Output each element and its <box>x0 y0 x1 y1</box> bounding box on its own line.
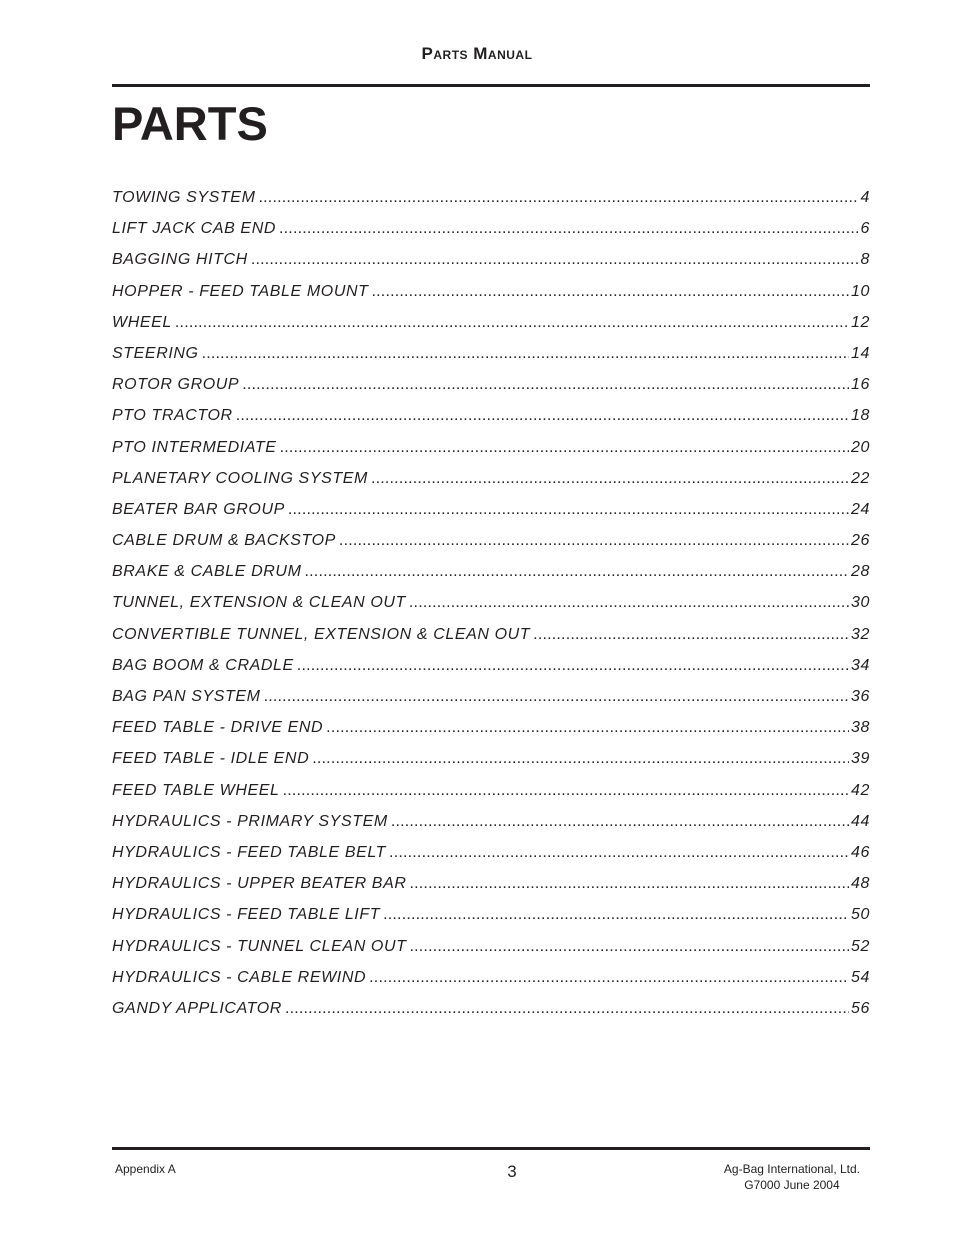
toc-entry-label: PTO INTERMEDIATE <box>112 438 277 456</box>
toc-dot-leader <box>288 501 849 519</box>
toc-entry-page: 50 <box>851 906 870 924</box>
toc-entry-label: HYDRAULICS - FEED TABLE LIFT <box>112 906 381 924</box>
footer-rule <box>112 1147 870 1150</box>
toc-entry[interactable] <box>112 719 870 750</box>
toc-dot-leader <box>372 283 849 301</box>
toc-entry[interactable] <box>112 969 870 1000</box>
toc-entry[interactable] <box>112 563 870 594</box>
toc-entry-label: FEED TABLE - IDLE END <box>112 750 310 768</box>
toc-dot-leader <box>409 594 849 612</box>
toc-entry[interactable] <box>112 938 870 969</box>
toc-dot-leader <box>312 750 849 768</box>
toc-entry-page: 16 <box>851 376 870 394</box>
toc-entry-label: BAGGING HITCH <box>112 251 248 269</box>
toc-dot-leader <box>175 314 849 332</box>
toc-entry-label: TUNNEL, EXTENSION & CLEAN OUT <box>112 594 406 612</box>
toc-entry[interactable] <box>112 906 870 937</box>
toc-entry-label: BAG BOOM & CRADLE <box>112 656 294 674</box>
toc-dot-leader <box>326 719 849 737</box>
toc-entry-label: FEED TABLE - DRIVE END <box>112 719 324 737</box>
page-number: 3 <box>507 1162 517 1181</box>
toc-entry-page: 8 <box>860 251 870 269</box>
toc-entry[interactable] <box>112 782 870 813</box>
toc-entry-page: 54 <box>851 968 870 986</box>
running-header: Parts Manual <box>421 44 533 63</box>
toc-entry-page: 48 <box>851 875 870 893</box>
toc-entry-page: 10 <box>851 282 870 300</box>
toc-entry[interactable] <box>112 626 870 657</box>
toc-entry-page: 24 <box>851 500 870 518</box>
toc-entry-label: TOWING SYSTEM <box>112 189 256 206</box>
toc-dot-leader <box>533 626 849 644</box>
toc-entry-page: 32 <box>851 625 870 643</box>
toc-entry-label: LIFT JACK CAB END <box>112 220 277 238</box>
toc-entry[interactable] <box>112 314 870 345</box>
toc-entry-page: 22 <box>851 469 870 487</box>
toc-entry-page: 20 <box>851 438 870 456</box>
toc-entry[interactable] <box>112 688 870 719</box>
footer-company: Ag-Bag International, Ltd. <box>723 1162 860 1176</box>
toc-entry-label: CABLE DRUM & BACKSTOP <box>112 532 336 550</box>
toc-entry-label: HOPPER - FEED TABLE MOUNT <box>112 282 369 300</box>
toc-entry-label: HYDRAULICS - CABLE REWIND <box>112 968 367 986</box>
toc-entry-page: 28 <box>851 563 870 581</box>
toc-dot-leader <box>236 407 849 425</box>
toc-dot-leader <box>410 875 850 893</box>
toc-dot-leader <box>305 563 849 581</box>
toc-entry[interactable] <box>112 501 870 532</box>
toc-entry-page: 30 <box>851 594 870 612</box>
toc-entry-label: FEED TABLE WHEEL <box>112 781 280 799</box>
toc-dot-leader <box>264 688 849 706</box>
toc-dot-leader <box>285 1000 849 1018</box>
toc-entry[interactable] <box>112 594 870 625</box>
toc-entry[interactable] <box>112 657 870 688</box>
toc-entry-label: CONVERTIBLE TUNNEL, EXTENSION & CLEAN OUT <box>112 625 531 643</box>
toc-dot-leader <box>259 189 859 207</box>
toc-dot-leader <box>371 470 849 488</box>
toc-entry-page: 56 <box>851 999 870 1017</box>
toc-entry[interactable] <box>112 750 870 781</box>
toc-dot-leader <box>242 376 849 394</box>
toc-entry[interactable] <box>112 251 870 282</box>
toc-dot-leader <box>202 345 849 363</box>
toc-entry-page: 39 <box>851 750 870 768</box>
footer-appendix: Appendix A <box>115 1162 176 1176</box>
toc-entry-page: 52 <box>851 937 870 955</box>
toc-entry-label: HYDRAULICS - TUNNEL CLEAN OUT <box>112 937 407 955</box>
toc-entry-page: 42 <box>851 781 870 799</box>
toc-entry[interactable] <box>112 875 870 906</box>
toc-dot-leader <box>383 906 849 924</box>
toc-dot-leader <box>389 844 849 862</box>
toc-entry[interactable] <box>112 376 870 407</box>
table-of-contents <box>112 189 870 1031</box>
toc-entry-label: GANDY APPLICATOR <box>112 999 282 1017</box>
toc-entry[interactable] <box>112 439 870 470</box>
toc-dot-leader <box>280 439 849 457</box>
toc-entry-page: 38 <box>851 719 870 737</box>
toc-entry-label: WHEEL <box>112 313 172 331</box>
header-rule <box>112 84 870 87</box>
toc-entry-label: BRAKE & CABLE DRUM <box>112 563 302 581</box>
toc-dot-leader <box>391 813 849 831</box>
toc-entry[interactable] <box>112 844 870 875</box>
toc-entry-page: 12 <box>851 313 870 331</box>
toc-entry-page: 14 <box>851 344 870 362</box>
toc-entry[interactable] <box>112 189 870 220</box>
toc-entry[interactable] <box>112 470 870 501</box>
toc-entry[interactable] <box>112 532 870 563</box>
footer-edition: G7000 June 2004 <box>744 1178 840 1192</box>
toc-dot-leader <box>251 251 859 269</box>
toc-dot-leader <box>410 938 850 956</box>
toc-entry[interactable] <box>112 345 870 376</box>
toc-entry-label: HYDRAULICS - UPPER BEATER BAR <box>112 875 407 893</box>
toc-dot-leader <box>279 220 858 238</box>
toc-entry-label: PTO TRACTOR <box>112 407 233 425</box>
toc-entry-page: 44 <box>851 812 870 830</box>
toc-entry-label: ROTOR GROUP <box>112 376 240 394</box>
toc-entry-page: 4 <box>860 189 870 206</box>
toc-entry-page: 26 <box>851 532 870 550</box>
toc-entry-label: BEATER BAR GROUP <box>112 500 285 518</box>
toc-entry[interactable] <box>112 407 870 438</box>
toc-entry-label: PLANETARY COOLING SYSTEM <box>112 469 368 487</box>
footer-publisher <box>724 1161 860 1193</box>
toc-entry[interactable] <box>112 283 870 314</box>
toc-dot-leader <box>339 532 849 550</box>
toc-dot-leader <box>283 782 849 800</box>
toc-entry-label: HYDRAULICS - FEED TABLE BELT <box>112 843 387 861</box>
toc-dot-leader <box>369 969 849 987</box>
toc-entry-page: 6 <box>860 220 870 238</box>
toc-dot-leader <box>297 657 849 675</box>
toc-entry[interactable] <box>112 220 870 251</box>
toc-entry-page: 18 <box>851 407 870 425</box>
toc-entry-label: BAG PAN SYSTEM <box>112 688 261 705</box>
page-title: PARTS <box>112 97 268 150</box>
toc-entry-page: 46 <box>851 843 870 861</box>
toc-entry-page: 36 <box>851 688 870 705</box>
toc-entry[interactable] <box>112 1000 870 1031</box>
toc-entry-label: STEERING <box>112 344 199 362</box>
toc-entry-page: 34 <box>851 656 870 674</box>
toc-entry[interactable] <box>112 813 870 844</box>
toc-entry-label: HYDRAULICS - PRIMARY SYSTEM <box>112 812 388 830</box>
